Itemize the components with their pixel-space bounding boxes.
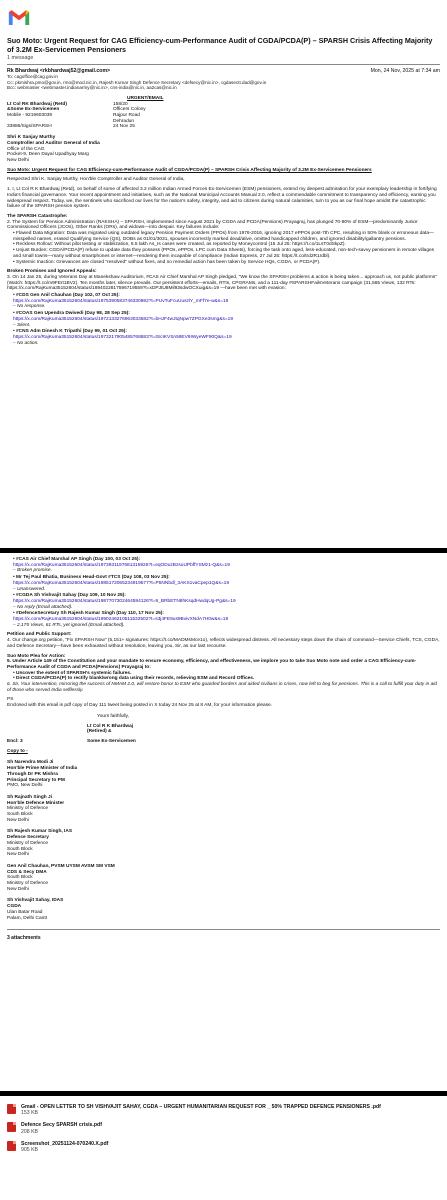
copy-line: South Block bbox=[7, 875, 33, 881]
cc-line: Cc: pkmishra.pmo@gov.in, rmo@mod.nic.in, Rajesh Kumar Singh Defence Secretary <defsecy@nic.in>, cgdasectt.dad@gov.in bbox=[7, 79, 267, 85]
message-count: 1 message bbox=[7, 55, 34, 62]
gmail-logo-icon bbox=[8, 9, 30, 26]
copy-line: CGDA bbox=[7, 904, 22, 910]
copy-line: Ministry of Defence bbox=[7, 806, 49, 812]
copy-line: New Delhi bbox=[7, 852, 29, 858]
bullet-item: • Systemic Inaction: Grievances are closed "resolved" without fixes, and no remedial action has been taken by Service HQs, CGDA, or PCDA(P). bbox=[13, 259, 321, 265]
copy-name: Sh Rajnath Singh Ji bbox=[7, 794, 53, 800]
section-heading: The SPARSH Catastrophe: bbox=[7, 213, 68, 219]
tweet-title: • #CNS Adm Dinesh K Tripathi (Day 99, 01 Oct 25): bbox=[13, 329, 127, 335]
enclosure-count: Encl: 3 bbox=[7, 738, 23, 744]
tweet-title: • #COAS Gen Upendra Dwivedi (Day 98, 28 Sep 25): bbox=[13, 311, 130, 317]
letter-subject: Suo Moto: Urgent Request for CAG Efficiency-cum-Performance Audit of CGDA/PCDA(P) – SPARSH Crisis Affecting Majority of 3.2M Ex-Servicemen Pensioners bbox=[7, 167, 372, 173]
tweet-status: – Unanswered. bbox=[13, 586, 46, 592]
copy-name: Sh Vishvajit Sahay, IDAS bbox=[7, 898, 64, 904]
email-page-1 bbox=[0, 0, 447, 548]
copy-line: Defence Secretary bbox=[7, 835, 49, 841]
tweet-ref bbox=[7, 293, 440, 310]
attachment-size: 208 KB bbox=[21, 1128, 39, 1135]
email-subject: Suo Moto: Urgent Request for CAG Efficiency-cum-Performance Audit of CGDA/PCDA(P) – SPARSH Crisis Affecting Majority of 3.2M Ex-Servicemen Pensioners bbox=[7, 36, 433, 54]
copy-recipient bbox=[7, 864, 440, 893]
tweet-title: • #CAS Air Chief Marshal AP Singh (Day 100, 03 Oct 25): bbox=[13, 557, 141, 562]
divider bbox=[7, 64, 440, 65]
attachment-size: 153 KB bbox=[21, 1110, 39, 1117]
tweet-status: – No action. bbox=[13, 340, 39, 346]
sender-ref: 33886/Sigs/SPARSH bbox=[7, 124, 52, 130]
bullet-item: • Uncover the extent of SPARSH's systemic failures. bbox=[13, 670, 132, 676]
addressee-line: New Delhi bbox=[7, 158, 29, 163]
tweet-title: • Mr Tej Paul Bhatia, Business Head-Govt #TCS (Day 108, 03 Nov 25): bbox=[13, 575, 170, 581]
copy-line: Ulan Batar Road bbox=[7, 909, 43, 915]
tweet-status: – No response. bbox=[13, 304, 46, 310]
tweet-ref bbox=[7, 593, 440, 610]
tweet-link[interactable]: https://x.com/RajKuma35152604/status/1972133276963033582?t=bHJF4wJtqNpw7ZPGXe3smg&s=19 bbox=[13, 316, 233, 322]
bullet-item: • Flawed Data Migration: Data was migrated using outdated legacy Pension Payment Orders (PPOs) from 1976-2016, ignoring 2017 ePPOs post-7th CPC, resulting in 50% blank or erroneous data—misspelled names, erased Qualifying Service (QS), DOBs as 01/01/3031, spouses incorrectly marked dead/alive, omitted handicapped children, and ignored disability/gallantry pensions. bbox=[13, 231, 434, 242]
copy-name: Gen Anil Chauhan, PVSM UYSM AVSM SM VSM bbox=[7, 863, 115, 869]
paragraph-5: 5. Under Article 149 of the Constitution and your mandate to ensure economy, efficiency, and effectiveness, we implore you to take Suo Moto note and order a CAG Efficiency-cum-Performance Audit of CGDA and PCDA(Pensions) Prayagraj to: bbox=[7, 659, 417, 670]
signature-line: (Retired) & bbox=[87, 729, 112, 735]
email-date: Mon, 24 Nov, 2025 at 7:34 am bbox=[370, 68, 440, 75]
to-line: To: cagoffice@cag.gov.in bbox=[7, 74, 58, 80]
bcc-line: Bcc: webmaster <webmaster.indianarmy@nic.in>, cns-india@nic.in, aa2cas@nic.in bbox=[7, 85, 177, 91]
attachments-page bbox=[0, 1096, 447, 1200]
email-page-2 bbox=[0, 553, 447, 1091]
addressee-line: Office of the CAG bbox=[7, 146, 45, 152]
copy-line: CDS & Secy DMA bbox=[7, 869, 47, 875]
closing: Yours faithfully, bbox=[97, 713, 129, 719]
attachment-item[interactable] bbox=[7, 1141, 440, 1153]
tweet-ref bbox=[7, 557, 440, 574]
address-line: Rajpur Road bbox=[113, 113, 140, 119]
tweet-link[interactable]: https://x.com/RajKuma35152604/status/1973931197681315925?t=eqODuzBzsuUPbffYSMz1-Q&s=19 bbox=[13, 562, 230, 568]
section-heading: Suo Moto Plea for Action: bbox=[7, 653, 66, 659]
tweet-ref bbox=[7, 611, 440, 628]
copy-to-heading: Copy to - bbox=[7, 748, 28, 754]
sender-line: &Some Ex-Servicemen bbox=[7, 107, 60, 113]
copy-recipient bbox=[7, 898, 440, 921]
sender-mobile: Mobile - 9219603039 bbox=[7, 113, 53, 119]
tweet-link[interactable]: https://x.com/RajKuma35152604/status/1975390583746330982?t=PUvTuFcuUuszlY_mFf7e-w&s=19 bbox=[13, 298, 229, 304]
ps-label: PS bbox=[7, 697, 14, 703]
bullet-item: • Direct CGDA/PCDA(P) to rectify blank/wrong data using their records, relieving ESM and Record Offices. bbox=[13, 676, 255, 682]
paragraph-4: 4. Our change.org petition, "Fix SPARSH Now" (5,151+ signatures: https://t.co/MADMsMce1o), reflects widespread distress. All necessary steps down the chain of command—Service Chiefs, TCS, CGDA, and Defence Secretary—have been exhausted without resolution, leaving you, Sir, as our last recourse. bbox=[7, 638, 440, 649]
copy-line: PMO, New Delhi bbox=[7, 783, 43, 789]
addressee-name: Shri K Sanjay Murthy bbox=[7, 135, 56, 141]
copy-line: Palam, Delhi Cantt bbox=[7, 915, 47, 921]
letter-date: 24 Nov 25 bbox=[113, 124, 135, 130]
address-line: Dehradun bbox=[113, 118, 135, 124]
copy-line: Ministry of Defence bbox=[7, 840, 49, 846]
tweet-ref bbox=[7, 575, 440, 592]
bullet-item: • Reckless Rollout: Without pilot testing or stabilization, 6.5 lakh As_Is cases were created, as reported by Moneycontrol (15 Jul 25: https://t.co/1LsT0dSkpZ). bbox=[13, 242, 346, 248]
tweet-status: – Silent. bbox=[13, 322, 31, 328]
copy-line: South Block bbox=[7, 812, 33, 818]
copy-name: Sh Narendra Modi Ji bbox=[7, 760, 54, 766]
tweet-ref bbox=[7, 311, 440, 328]
tweet-title: • #CDS Gen Anil Chauhan (Day 102, 07 Oct 25): bbox=[13, 293, 120, 299]
tweet-status: – No reply (Email attached). bbox=[13, 604, 73, 610]
section-heading: Petition and Public Support: bbox=[7, 632, 72, 638]
addressee-line: Pocket-9, Deen Dayal Upadhyay Marg bbox=[7, 152, 89, 158]
tweet-link[interactable]: https://x.com/RajKuma35152604/status/1987707302464594126?t=9_BRbETN8hKsqdHwdqUg-Pg&s=19 bbox=[13, 598, 236, 604]
copy-line: New Delhi bbox=[7, 886, 29, 892]
paragraph-2: 2. The System for Pension Administration (RAKSHA) – SPARSH, implemented since August 2021 by CGDA and PCDA(Pensions) Prayagraj, has plunged 70-80% of ESM—predominantly Junior Commissioned Officers (JCOs), Other Ranks (ORs), and widows—into despair. Key failures include: bbox=[7, 219, 418, 231]
pdf-icon bbox=[7, 1141, 16, 1151]
tweet-link[interactable]: https://x.com/RajKuma35152604/status/1985172065234919577?t=P5NNbdl_3AKS1vaCpep1Q&s=19 bbox=[13, 580, 230, 586]
address-line: Officers Colony bbox=[113, 107, 146, 113]
attachment-size: 905 KB bbox=[21, 1147, 39, 1154]
copy-recipient bbox=[7, 760, 440, 789]
sender[interactable]: Rk Bhardwaj <rkbhardwaj52@gmail.com> bbox=[7, 68, 111, 75]
attachment-name[interactable]: Gmail - OPEN LETTER TO SH VISHVAJIT SAHAY, CGDA – URGENT HUMANITARIAN REQUEST FOR _ 50% TRAPPED DEFENCE PENSIONERS .pdf bbox=[21, 1104, 381, 1110]
paragraph-1: 1. I, Lt Col R K Bhardwaj (Retd), on behalf of some of affected 3.2 million Indian Armed Forces Ex-Servicemen (ESM) pensioners, extend my deepest admiration for your exemplary leadership in fortifying India's financial governance. Your recent appointment and initiatives, such as the National Municipal Accounts Manual 2.0, reflect a commendable commitment to transparency and efficiency, earning you widespread respect. Today, we, the sentinels who sacrificed our lives for the nation's safety, integrity, and aid to citizens during natural calamities, turn to you as our final hope amidst the catastrophic failure of the SPARSH pension system. bbox=[7, 187, 437, 210]
paragraph-3: 3. On 14 Jan 25, during Veterans Day at Manekshaw Auditorium, #CAS Air Chief Marshal AP Singh pledged, "We know the SPARSH problems & action is being taken... approach us, not public platforms" (Watch: https://t.co/m9FErt1BV2). Ten months later, silence prevails. Our persistent efforts—emails, RTIs, CPGRAMs, and a 111-day #SPARSHFailsVeterans campaign (31,565 Views, 132 RTs: https://x.com/RajKuma35152604/status/1894022817596719559?t=xDPJtU8Mil93sdwOCXuig&s=19 —have been met with evasion: bbox=[7, 274, 438, 292]
attachment-name[interactable]: Screenshot_20251124-070240.X.pdf bbox=[21, 1140, 109, 1147]
copy-line: Hon'ble Prime Minister of India bbox=[7, 766, 78, 772]
copy-recipient bbox=[7, 829, 440, 858]
attachment-name[interactable]: Defence Secy SPARSH crisis.pdf bbox=[21, 1122, 102, 1129]
tweet-title: • #DefenceSecretary Sh Rajesh Kumar Singh (Day 110, 17 Nov 25): bbox=[13, 611, 164, 617]
tweet-link[interactable]: https://x.com/RajKuma35152604/status/1990246210511532502?t=s3j4FE9us9BvivXNdA7H0w&s=19 bbox=[13, 617, 229, 623]
copy-line: Hon'ble Defence Minister bbox=[7, 800, 65, 806]
signature-line: Some Ex-Servicemen bbox=[87, 738, 136, 744]
pdf-icon bbox=[7, 1104, 16, 1114]
address-line: 158/20 bbox=[113, 101, 128, 107]
urgent-label: URGENT/EMAIL bbox=[127, 95, 164, 101]
attachment-item[interactable] bbox=[7, 1104, 440, 1116]
signature-name: Lt Col R K Bhardwaj bbox=[87, 723, 134, 729]
copy-recipient bbox=[7, 795, 440, 824]
divider bbox=[7, 929, 440, 930]
copy-line: Through Dr PK Mishra bbox=[7, 771, 58, 777]
section-heading: Broken Promises and Ignored Appeals: bbox=[7, 269, 97, 275]
addressee-title: Comptroller and Auditor General of India bbox=[7, 140, 100, 146]
bullet-item: • Unjust Burden: CGDA/PCDA(P) refuse to update data they possess (PPOs, ePPOs, LPC cum Data Sheets), forcing the task onto aged, less-educated, non-tech-savvy pensioners in remote villages and small towns—many without smartphones or internet—rendering them incapable of compliance (Indian Express, 27 Jul 25: https://t.co/trd2R1rdbl). bbox=[13, 248, 435, 259]
attachments-count: 3 attachments bbox=[7, 935, 41, 942]
tweet-status: – 2,175 Views, 61 RTs, yet ignored (Email attached). bbox=[13, 622, 125, 628]
attachment-item[interactable] bbox=[7, 1122, 440, 1134]
tweet-link[interactable]: https://x.com/RajKuma35152604/status/1973217905485768883?t=tScIKVSn59EV9IWyeWF90Q&s=19 bbox=[13, 334, 232, 340]
sender-name: Lt Col RK Bhardwaj (Retd) bbox=[7, 101, 67, 107]
tweet-status: – Broken promise. bbox=[13, 568, 52, 574]
copy-name: Sh Rajesh Kumar Singh, IAS bbox=[7, 829, 73, 835]
tweet-ref bbox=[7, 329, 440, 346]
tweet-title: • #CGDA Sh Vishvajit Sahay (Day 109, 10 Nov 25): bbox=[13, 593, 126, 599]
pdf-icon bbox=[7, 1122, 16, 1132]
paragraph-6: 6. Sir, Your intervention, mirroring the success of NMAM 2.0, will restore honor to ESM who guarded borders and aided civilians in crises, now left to beg for pensions. This is a call to fulfill your duty in aid of those who served India selflessly. bbox=[7, 682, 437, 693]
copy-line: South Block bbox=[7, 846, 33, 852]
copy-line: New Delhi bbox=[7, 817, 29, 823]
copy-line: Ministry of Defence bbox=[7, 881, 49, 887]
ps-text: Enclosed with this email is pdf copy of Day 111 tweet being posted in X today 24 Nov 25 at 8 AM, for your information please. bbox=[7, 703, 273, 709]
copy-line: Principal Secretary to PM bbox=[7, 777, 65, 783]
salutation: Respected Shri K. Sanjay Murthy, Hon'ble Comptroller and Auditor General of India, bbox=[7, 177, 185, 183]
